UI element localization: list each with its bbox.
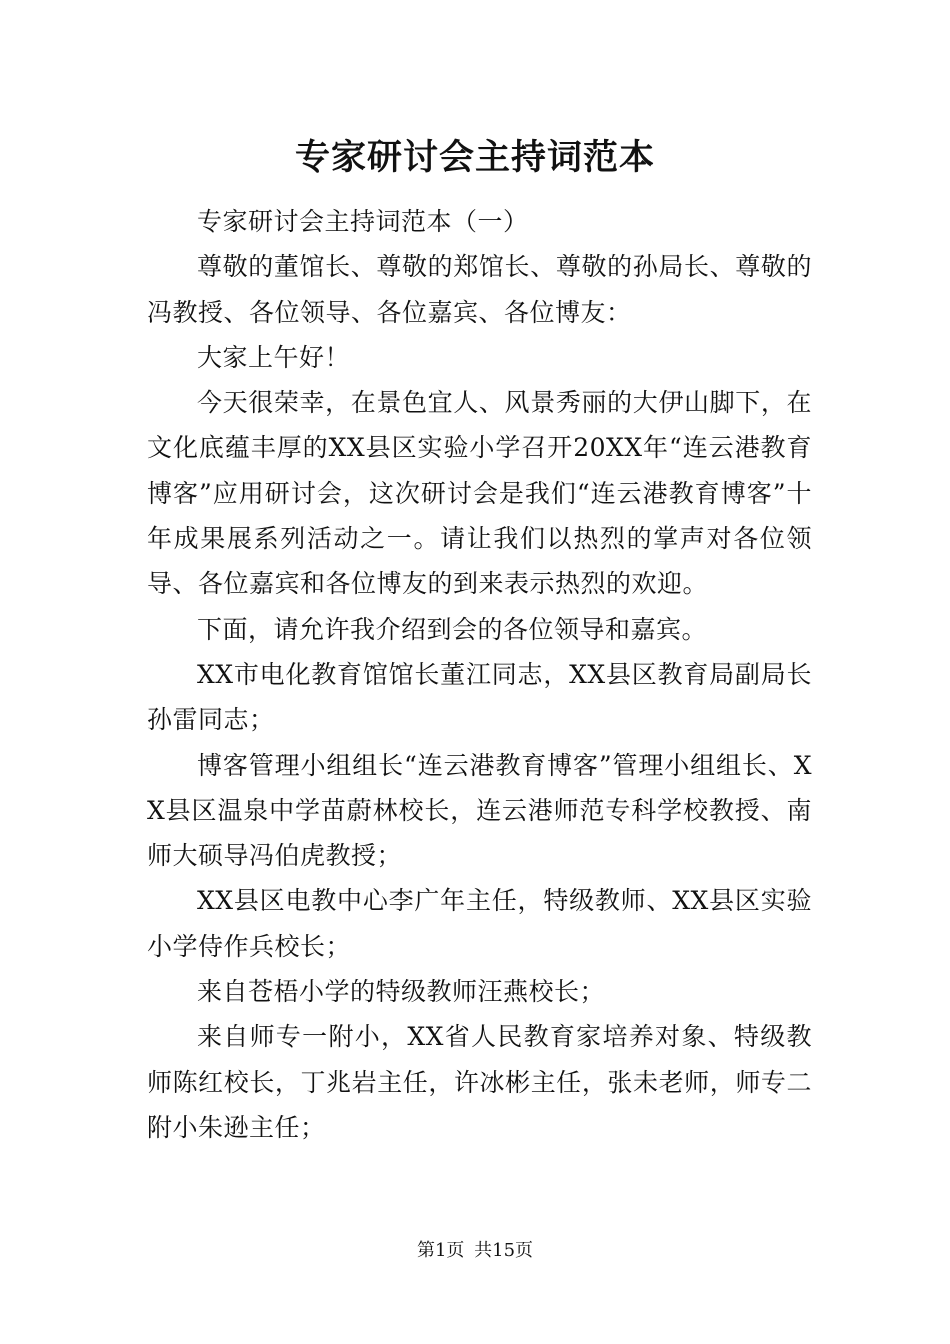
paragraph-guest-list-1: XX市电化教育馆馆长董江同志，XX县区教育局副局长孙雷同志； — [147, 659, 812, 735]
paragraph-introduction: 下面，请允许我介绍到会的各位领导和嘉宾。 — [197, 614, 708, 644]
page-number: 第1页 — [416, 1240, 465, 1261]
paragraph-greeting: 大家上午好！ — [197, 342, 351, 372]
document-body — [147, 199, 812, 1150]
paragraph-guest-list-5: 来自师专一附小，XX省人民教育家培养对象、特级教师陈红校长，丁兆岩主任，许冰彬主任，张未老师，师专二附小朱逊主任； — [147, 1022, 812, 1142]
paragraph-salutation: 尊敬的董馆长、尊敬的郑馆长、尊敬的孙局长、尊敬的冯教授、各位领导、各位嘉宾、各位博友： — [147, 252, 812, 327]
paragraph-guest-list-2: 博客管理小组组长“连云港教育博客”管理小组组长、XX县区温泉中学苗蔚林校长，连云港师范专科学校教授、南师大硕导冯伯虎教授； — [147, 750, 812, 871]
page-footer — [0, 1238, 950, 1264]
paragraph-guest-list-4: 来自苍梧小学的特级教师汪燕校长； — [197, 977, 606, 1007]
paragraph-subtitle: 专家研讨会主持词范本（一） — [197, 207, 529, 236]
document-title: 专家研讨会主持词范本 — [294, 137, 655, 178]
page-total: 共15页 — [474, 1240, 534, 1261]
paragraph-opening: 今天很荣幸，在景色宜人、风景秀丽的大伊山脚下，在文化底蕴丰厚的XX县区实验小学召开20XX年“连云港教育博客”应用研讨会，这次研讨会是我们“连云港教育博客”十年成果展系列活动之一。请让我们以热烈的掌声对各位领导、各位嘉宾和各位博友的到来表示热烈的欢迎。 — [147, 388, 812, 599]
paragraph-guest-list-3: XX县区电教中心李广年主任，特级教师、XX县区实验小学侍作兵校长； — [147, 886, 812, 961]
